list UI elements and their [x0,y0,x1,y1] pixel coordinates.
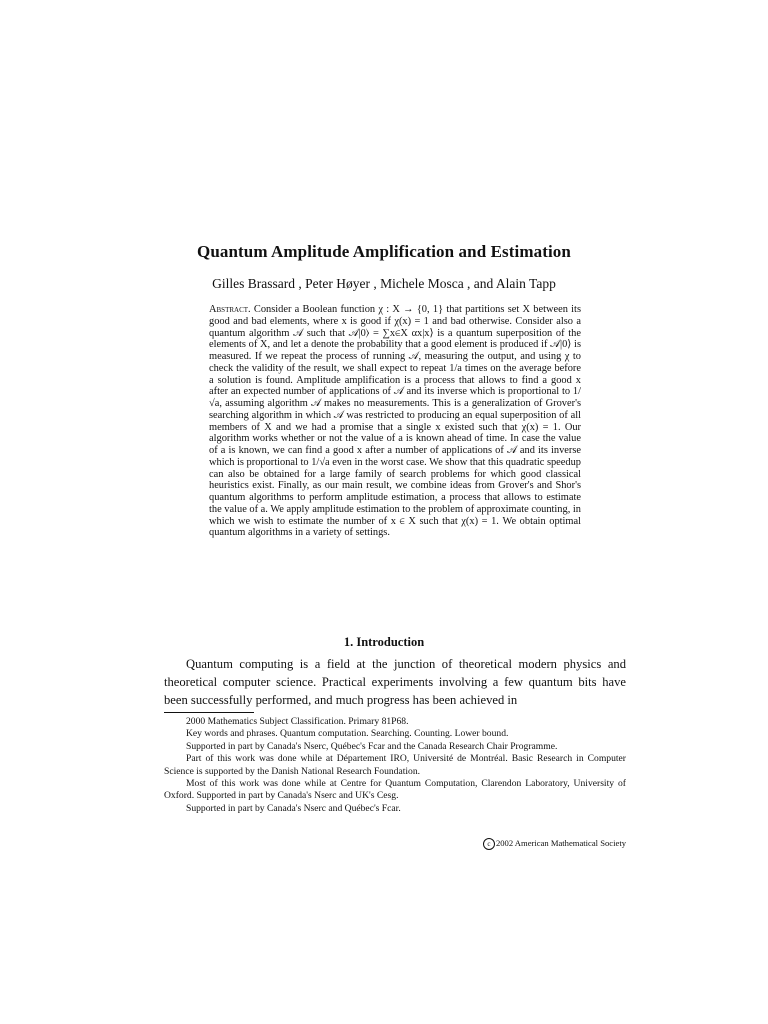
copyright-text: 2002 American Mathematical Society [495,838,626,848]
copyright-icon: c [483,838,495,850]
copyright-notice [483,838,626,850]
footnote-affiliation-2: Most of this work was done while at Centre for Quantum Computation, Clarendon Laboratory, University of Oxford. Supported in part by Canada's Nserc and UK's Cesg. [164,778,626,802]
intro-paragraph: Quantum computing is a field at the junction of theoretical modern physics and theoretical computer science. Practical experiments involving a few quantum bits have been successfully performed, and much progress has been achieved in [164,657,626,707]
paper-authors: Gilles Brassard , Peter Høyer , Michele Mosca , and Alain Tapp [212,276,556,291]
footnote-keywords: Key words and phrases. Quantum computation. Searching. Counting. Lower bound. [186,728,509,740]
abstract [209,304,581,539]
section-heading-introduction: 1. Introduction [343,635,425,649]
footnote-affiliation-1: Part of this work was done while at Département IRO, Université de Montréal. Basic Research in Computer Science is supported by the Danish National Research Foundation. [164,753,626,777]
footnote-support-1: Supported in part by Canada's Nserc, Québec's Fcar and the Canada Research Chair Programme. [186,740,558,752]
footnote-msc: 2000 Mathematics Subject Classification. Primary 81P68. [186,716,409,727]
abstract-text: Consider a Boolean function χ : X → {0, 1} that partitions set X between its good and bad elements, where x is good if χ(x) = 1 and bad otherwise. Consider also a quantum algorithm 𝒜 such that 𝒜|0⟩ = ∑x∈X αx|x⟩ is a quantum superposition of the elements of X, and let a denote the probability that a good element is produced if 𝒜|0⟩ is measured. If we repeat the process of running 𝒜, measuring the output, and using χ to check the validity of the result, we shall expect to repeat 1/a times on the average before a solution is found. Amplitude amplification is a process that allows to find a good x after an expected number of applications of 𝒜 and its inverse which is proportional to 1/√a, assuming algorithm 𝒜 makes no measurements. This is a generalization of Grover's searching algorithm in which 𝒜 was restricted to producing an equal superposition of all members of X and we had a promise that a single x existed such that χ(x) = 1. Our algorithm works whether or not the value of a is known ahead of time. In case the value of a is known, we can find a good x after a number of applications of 𝒜 and its inverse which is proportional to 1/√a even in the worst case. We show that this quadratic speedup can also be obtained for a large family of search problems for which good classical heuristics exist. Finally, as our main result, we combine ideas from Grover's and Shor's quantum algorithms to perform amplitude estimation, a process that allows to estimate the value of a. We apply amplitude estimation to the problem of approximate counting, in which we wish to estimate the number of x ∈ X such that χ(x) = 1. We obtain optimal quantum algorithms in a variety of settings. [209,304,581,539]
abstract-label: Abstract. [209,304,251,315]
paper-title: Quantum Amplitude Amplification and Estimation [197,242,571,261]
footnote-divider [164,712,254,713]
footnote-support-2: Supported in part by Canada's Nserc and Québec's Fcar. [186,802,401,814]
footnotes [164,716,626,815]
